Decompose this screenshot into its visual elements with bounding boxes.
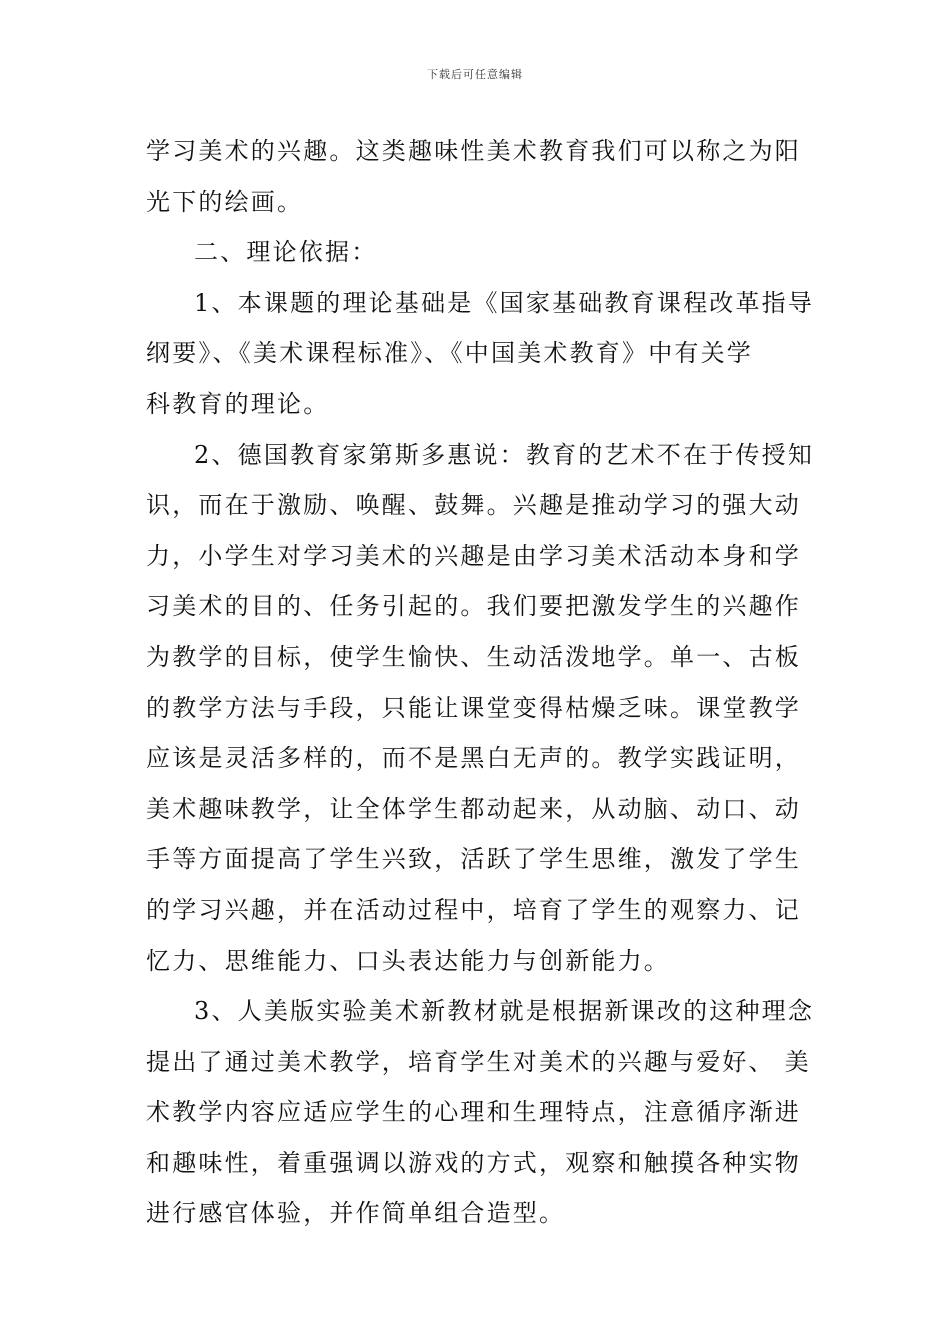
- text-line: 1、本课题的理论基础是《国家基础教育课程改革指导: [194, 288, 815, 317]
- text-line: 的教学方法与手段，只能让课堂变得枯燥乏味。课堂教学: [146, 693, 801, 722]
- text-line: 纲要》、《美术课程标准》、《中国美术教育》中有关学: [146, 339, 753, 368]
- text-line: 忆力、思维能力、口头表达能力与创新能力。: [146, 946, 670, 975]
- text-line: 术教学内容应适应学生的心理和生理特点，注意循序渐进: [146, 1098, 801, 1127]
- text-line: 和趣味性，着重强调以游戏的方式，观察和触摸各种实物: [146, 1148, 801, 1177]
- text-line: 习美术的目的、任务引起的。我们要把激发学生的兴趣作: [146, 592, 801, 621]
- text-line: 手等方面提高了学生兴致，活跃了学生思维，激发了学生: [146, 845, 801, 874]
- text-line: 应该是灵活多样的，而不是黑白无声的。教学实践证明，: [146, 744, 801, 773]
- page-header-note: 下载后可任意编辑: [427, 68, 523, 81]
- text-line: 进行感官体验，并作简单组合造型。: [146, 1199, 566, 1228]
- text-line: 提出了通过美术教学，培育学生对美术的兴趣与爱好、 美: [146, 1047, 811, 1076]
- text-line: 美术趣味教学，让全体学生都动起来，从动脑、动口、动: [146, 794, 801, 823]
- text-line: 的学习兴趣，并在活动过程中，培育了学生的观察力、记: [146, 895, 801, 924]
- text-line: 识，而在于激励、唤醒、鼓舞。兴趣是推动学习的强大动: [146, 491, 801, 520]
- body-text: [146, 126, 815, 1239]
- text-line: 为教学的目标，使学生愉快、生动活泼地学。单一、古板: [146, 642, 801, 671]
- text-line: 3、人美版实验美术新教材就是根据新课改的这种理念: [194, 997, 815, 1026]
- text-line: 光下的绘画。: [146, 187, 304, 216]
- text-line: 科教育的理论。: [146, 389, 330, 418]
- text-line: 力，小学生对学习美术的兴趣是由学习美术活动本身和学: [146, 541, 801, 570]
- text-line: 2、德国教育家第斯多惠说：教育的艺术不在于传授知: [194, 440, 815, 469]
- section-heading: 二、理论依据：: [194, 238, 378, 267]
- text-line: 学习美术的兴趣。这类趣味性美术教育我们可以称之为阳: [146, 137, 801, 165]
